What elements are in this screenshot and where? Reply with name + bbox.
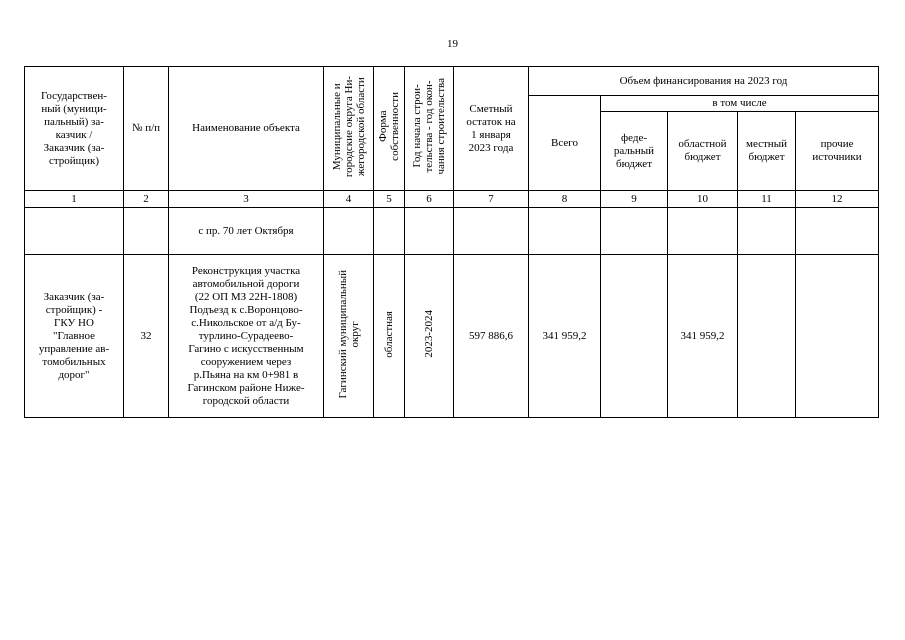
cell-regional: 341 959,2 (668, 255, 738, 418)
cell-other (796, 255, 879, 418)
table-row (25, 255, 879, 418)
header-ownership: Форма собственности (377, 92, 401, 161)
cell-ownership (374, 208, 405, 255)
cell-customer: Заказчик (за- стройщик) - ГКУ НО "Главное управление ав- томобильных дорог" (25, 255, 124, 418)
header-balance: Сметный остаток на 1 января 2023 года (454, 67, 529, 191)
cell-object-name: Реконструкция участка автомобильной дороги (22 ОП МЗ 22Н-1808) Подъезд к с.Воронцово- с.Никольское от а/д Бу- турлино-Сурадеево- Гагино с искусственным сооружением через р.Пьяна на км 0+981 в Гагинском районе Ниже- городской области (169, 255, 324, 418)
column-number: 2 (124, 191, 169, 208)
column-number: 10 (668, 191, 738, 208)
column-number: 7 (454, 191, 529, 208)
header-total: Всего (529, 96, 601, 191)
header-row-1 (25, 67, 879, 96)
column-number: 12 (796, 191, 879, 208)
cell-local (738, 255, 796, 418)
cell-federal (601, 255, 668, 418)
cell-district-cell (324, 255, 374, 418)
cell-row-no: 32 (124, 255, 169, 418)
header-years-cell (405, 67, 454, 191)
column-number: 3 (169, 191, 324, 208)
cell-balance (454, 208, 529, 255)
header-object-name: Наименование объекта (169, 67, 324, 191)
cell-local (738, 208, 796, 255)
cell-total: 341 959,2 (529, 255, 601, 418)
cell-district: Гагинский муниципальный округ (336, 269, 361, 399)
column-number-row (25, 191, 879, 208)
cell-total (529, 208, 601, 255)
column-number: 8 (529, 191, 601, 208)
cell-regional (668, 208, 738, 255)
column-number: 9 (601, 191, 668, 208)
header-ownership-cell (374, 67, 405, 191)
header-district: Муниципальные и городские округа Ни- жегородской области (330, 75, 367, 178)
cell-years-cell (405, 255, 454, 418)
cell-object-name: с пр. 70 лет Октября (169, 208, 324, 255)
header-row-no: № п/п (124, 67, 169, 191)
cell-other (796, 208, 879, 255)
cell-balance: 597 886,6 (454, 255, 529, 418)
financing-table (24, 66, 879, 418)
cell-federal (601, 208, 668, 255)
column-number: 5 (374, 191, 405, 208)
header-regional: областной бюджет (668, 112, 738, 191)
cell-years: 2023-2024 (423, 310, 435, 358)
cell-ownership: областная (383, 310, 395, 358)
header-district-cell (324, 67, 374, 191)
header-federal: феде- ральный бюджет (601, 112, 668, 191)
cell-ownership-cell (374, 255, 405, 418)
cell-row-no (124, 208, 169, 255)
cell-years (405, 208, 454, 255)
header-customer: Государствен- ный (муници- пальный) за- казчик / Заказчик (за- стройщик) (25, 67, 124, 191)
cell-district (324, 208, 374, 255)
page-number: 19 (447, 38, 458, 50)
column-number: 4 (324, 191, 374, 208)
header-other: прочие источники (796, 112, 879, 191)
header-local: местный бюджет (738, 112, 796, 191)
header-years: Год начала строи- тельства - год окон- чания строительства (411, 78, 447, 175)
column-number: 1 (25, 191, 124, 208)
header-funding-group: Объем финансирования на 2023 год (529, 67, 879, 96)
column-number: 11 (738, 191, 796, 208)
cell-customer (25, 208, 124, 255)
table-row-continuation (25, 208, 879, 255)
header-including: в том числе (601, 96, 879, 112)
column-number: 6 (405, 191, 454, 208)
